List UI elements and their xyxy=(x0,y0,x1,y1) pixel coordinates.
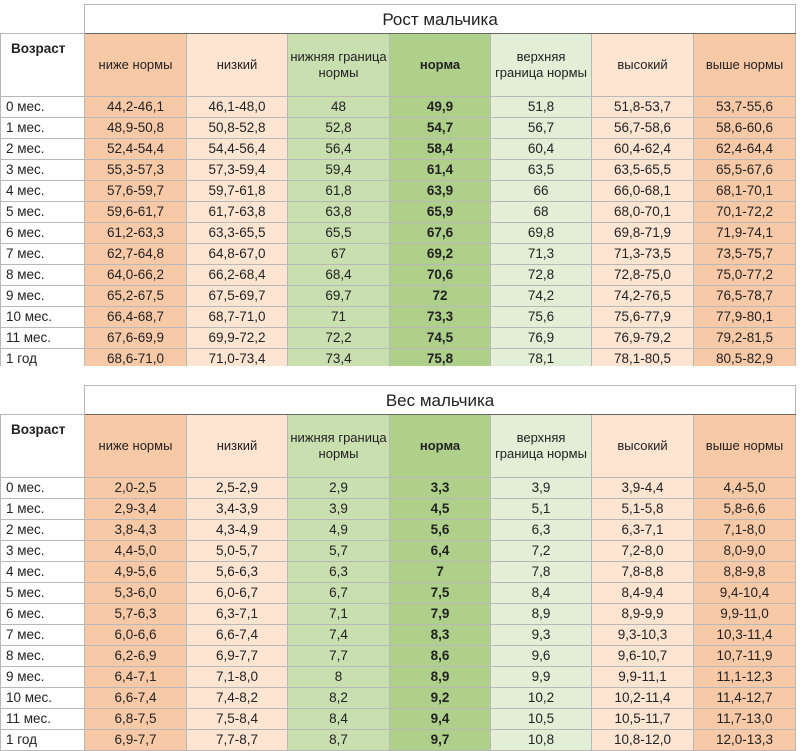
table-row xyxy=(1,520,796,541)
cell-upper-bound: 9,3 xyxy=(491,625,592,646)
cell-high: 69,8-71,9 xyxy=(592,223,694,244)
cell-above-norm: 11,7-13,0 xyxy=(694,709,796,730)
table-separator xyxy=(0,366,800,384)
cell-low: 59,7-61,8 xyxy=(187,181,288,202)
cell-norm: 54,7 xyxy=(390,118,491,139)
cell-above-norm: 9,9-11,0 xyxy=(694,604,796,625)
cell-above-norm: 65,5-67,6 xyxy=(694,160,796,181)
cell-above-norm: 11,4-12,7 xyxy=(694,688,796,709)
age-cell: 7 мес. xyxy=(1,625,85,646)
col-header-norm: норма xyxy=(390,34,491,97)
cell-high: 68,0-70,1 xyxy=(592,202,694,223)
cell-below-norm: 6,4-7,1 xyxy=(85,667,187,688)
cell-upper-bound: 3,9 xyxy=(491,478,592,499)
cell-below-norm: 6,6-7,4 xyxy=(85,688,187,709)
age-cell: 1 мес. xyxy=(1,499,85,520)
cell-high: 6,3-7,1 xyxy=(592,520,694,541)
cell-high: 10,5-11,7 xyxy=(592,709,694,730)
table-row xyxy=(1,667,796,688)
cell-norm: 74,5 xyxy=(390,328,491,349)
cell-lower-bound: 5,7 xyxy=(288,541,390,562)
cell-below-norm: 6,2-6,9 xyxy=(85,646,187,667)
cell-lower-bound: 8,7 xyxy=(288,730,390,751)
header-row xyxy=(1,415,796,478)
cell-high: 78,1-80,5 xyxy=(592,349,694,370)
cell-above-norm: 11,1-12,3 xyxy=(694,667,796,688)
cell-upper-bound: 68 xyxy=(491,202,592,223)
age-cell: 2 мес. xyxy=(1,139,85,160)
age-cell: 5 мес. xyxy=(1,583,85,604)
cell-below-norm: 2,0-2,5 xyxy=(85,478,187,499)
cell-above-norm: 7,1-8,0 xyxy=(694,520,796,541)
col-header-norm: норма xyxy=(390,415,491,478)
table-row xyxy=(1,604,796,625)
cell-norm: 9,2 xyxy=(390,688,491,709)
cell-lower-bound: 69,7 xyxy=(288,286,390,307)
cell-upper-bound: 69,8 xyxy=(491,223,592,244)
cell-high: 7,2-8,0 xyxy=(592,541,694,562)
cell-upper-bound: 56,7 xyxy=(491,118,592,139)
cell-below-norm: 6,9-7,7 xyxy=(85,730,187,751)
cell-low: 3,4-3,9 xyxy=(187,499,288,520)
cell-above-norm: 5,8-6,6 xyxy=(694,499,796,520)
cell-above-norm: 8,0-9,0 xyxy=(694,541,796,562)
table-row xyxy=(1,688,796,709)
table-row xyxy=(1,646,796,667)
table-row xyxy=(1,307,796,328)
table-row xyxy=(1,499,796,520)
cell-above-norm: 79,2-81,5 xyxy=(694,328,796,349)
cell-norm: 72 xyxy=(390,286,491,307)
cell-upper-bound: 6,3 xyxy=(491,520,592,541)
cell-below-norm: 48,9-50,8 xyxy=(85,118,187,139)
cell-above-norm: 4,4-5,0 xyxy=(694,478,796,499)
cell-norm: 4,5 xyxy=(390,499,491,520)
cell-norm: 49,9 xyxy=(390,97,491,118)
cell-above-norm: 68,1-70,1 xyxy=(694,181,796,202)
cell-below-norm: 6,8-7,5 xyxy=(85,709,187,730)
cell-above-norm: 77,9-80,1 xyxy=(694,307,796,328)
table-row xyxy=(1,118,796,139)
cell-low: 63,3-65,5 xyxy=(187,223,288,244)
cell-low: 57,3-59,4 xyxy=(187,160,288,181)
table-row xyxy=(1,709,796,730)
cell-low: 67,5-69,7 xyxy=(187,286,288,307)
header-row xyxy=(1,34,796,97)
cell-below-norm: 62,7-64,8 xyxy=(85,244,187,265)
cell-low: 2,5-2,9 xyxy=(187,478,288,499)
cell-upper-bound: 10,8 xyxy=(491,730,592,751)
cell-norm: 70,6 xyxy=(390,265,491,286)
col-header-lower-bound: нижняя граница нормы xyxy=(288,415,390,478)
age-cell: 4 мес. xyxy=(1,562,85,583)
cell-low: 7,4-8,2 xyxy=(187,688,288,709)
cell-lower-bound: 4,9 xyxy=(288,520,390,541)
table-row xyxy=(1,478,796,499)
cell-norm: 58,4 xyxy=(390,139,491,160)
col-header-lower-bound: нижняя граница нормы xyxy=(288,34,390,97)
cell-below-norm: 52,4-54,4 xyxy=(85,139,187,160)
cell-norm: 3,3 xyxy=(390,478,491,499)
weight-table-container xyxy=(0,385,795,751)
table-row xyxy=(1,265,796,286)
cell-high: 60,4-62,4 xyxy=(592,139,694,160)
table-row xyxy=(1,562,796,583)
cell-above-norm: 75,0-77,2 xyxy=(694,265,796,286)
cell-upper-bound: 10,2 xyxy=(491,688,592,709)
cell-norm: 6,4 xyxy=(390,541,491,562)
age-cell: 1 мес. xyxy=(1,118,85,139)
cell-norm: 7 xyxy=(390,562,491,583)
cell-lower-bound: 63,8 xyxy=(288,202,390,223)
cell-low: 68,7-71,0 xyxy=(187,307,288,328)
weight-table-title: Вес мальчика xyxy=(85,386,796,415)
cell-lower-bound: 8,2 xyxy=(288,688,390,709)
cell-high: 75,6-77,9 xyxy=(592,307,694,328)
cell-above-norm: 8,8-9,8 xyxy=(694,562,796,583)
cell-low: 46,1-48,0 xyxy=(187,97,288,118)
table-row xyxy=(1,181,796,202)
corner-cell xyxy=(1,386,85,415)
cell-high: 5,1-5,8 xyxy=(592,499,694,520)
cell-lower-bound: 3,9 xyxy=(288,499,390,520)
cell-below-norm: 64,0-66,2 xyxy=(85,265,187,286)
table-row xyxy=(1,160,796,181)
cell-above-norm: 80,5-82,9 xyxy=(694,349,796,370)
cell-below-norm: 68,6-71,0 xyxy=(85,349,187,370)
cell-high: 51,8-53,7 xyxy=(592,97,694,118)
cell-above-norm: 53,7-55,6 xyxy=(694,97,796,118)
cell-upper-bound: 10,5 xyxy=(491,709,592,730)
cell-upper-bound: 7,2 xyxy=(491,541,592,562)
cell-lower-bound: 52,8 xyxy=(288,118,390,139)
cell-norm: 9,7 xyxy=(390,730,491,751)
height-table-container xyxy=(0,4,795,370)
cell-below-norm: 6,0-6,6 xyxy=(85,625,187,646)
cell-low: 6,0-6,7 xyxy=(187,583,288,604)
cell-upper-bound: 60,4 xyxy=(491,139,592,160)
age-cell: 9 мес. xyxy=(1,286,85,307)
cell-lower-bound: 68,4 xyxy=(288,265,390,286)
cell-above-norm: 58,6-60,6 xyxy=(694,118,796,139)
cell-lower-bound: 67 xyxy=(288,244,390,265)
cell-high: 63,5-65,5 xyxy=(592,160,694,181)
age-cell: 7 мес. xyxy=(1,244,85,265)
col-header-below-norm: ниже нормы xyxy=(85,34,187,97)
cell-lower-bound: 8,4 xyxy=(288,709,390,730)
cell-high: 76,9-79,2 xyxy=(592,328,694,349)
cell-norm: 8,3 xyxy=(390,625,491,646)
table-row xyxy=(1,97,796,118)
cell-norm: 61,4 xyxy=(390,160,491,181)
cell-lower-bound: 7,4 xyxy=(288,625,390,646)
age-cell: 3 мес. xyxy=(1,541,85,562)
cell-above-norm: 12,0-13,3 xyxy=(694,730,796,751)
age-cell: 11 мес. xyxy=(1,328,85,349)
cell-lower-bound: 61,8 xyxy=(288,181,390,202)
cell-high: 71,3-73,5 xyxy=(592,244,694,265)
cell-below-norm: 57,6-59,7 xyxy=(85,181,187,202)
cell-low: 64,8-67,0 xyxy=(187,244,288,265)
age-cell: 2 мес. xyxy=(1,520,85,541)
cell-upper-bound: 74,2 xyxy=(491,286,592,307)
table-row xyxy=(1,244,796,265)
cell-lower-bound: 56,4 xyxy=(288,139,390,160)
cell-below-norm: 61,2-63,3 xyxy=(85,223,187,244)
cell-low: 69,9-72,2 xyxy=(187,328,288,349)
cell-lower-bound: 73,4 xyxy=(288,349,390,370)
cell-lower-bound: 48 xyxy=(288,97,390,118)
cell-norm: 8,6 xyxy=(390,646,491,667)
cell-lower-bound: 59,4 xyxy=(288,160,390,181)
cell-above-norm: 10,3-11,4 xyxy=(694,625,796,646)
age-cell: 0 мес. xyxy=(1,97,85,118)
cell-below-norm: 3,8-4,3 xyxy=(85,520,187,541)
age-cell: 0 мес. xyxy=(1,478,85,499)
corner-cell xyxy=(1,5,85,34)
age-cell: 8 мес. xyxy=(1,646,85,667)
cell-below-norm: 5,7-6,3 xyxy=(85,604,187,625)
cell-high: 9,3-10,3 xyxy=(592,625,694,646)
cell-above-norm: 70,1-72,2 xyxy=(694,202,796,223)
cell-low: 7,1-8,0 xyxy=(187,667,288,688)
cell-below-norm: 4,9-5,6 xyxy=(85,562,187,583)
cell-norm: 8,9 xyxy=(390,667,491,688)
cell-low: 4,3-4,9 xyxy=(187,520,288,541)
cell-low: 71,0-73,4 xyxy=(187,349,288,370)
cell-norm: 9,4 xyxy=(390,709,491,730)
height-table-title: Рост мальчика xyxy=(85,5,796,34)
age-cell: 6 мес. xyxy=(1,223,85,244)
cell-low: 6,3-7,1 xyxy=(187,604,288,625)
cell-norm: 75,8 xyxy=(390,349,491,370)
height-table xyxy=(0,4,796,370)
cell-high: 9,9-11,1 xyxy=(592,667,694,688)
table-row xyxy=(1,730,796,751)
age-cell: 11 мес. xyxy=(1,709,85,730)
cell-high: 66,0-68,1 xyxy=(592,181,694,202)
cell-above-norm: 73,5-75,7 xyxy=(694,244,796,265)
cell-low: 50,8-52,8 xyxy=(187,118,288,139)
cell-upper-bound: 75,6 xyxy=(491,307,592,328)
cell-below-norm: 5,3-6,0 xyxy=(85,583,187,604)
cell-norm: 5,6 xyxy=(390,520,491,541)
age-cell: 1 год xyxy=(1,349,85,370)
age-cell: 10 мес. xyxy=(1,307,85,328)
cell-upper-bound: 78,1 xyxy=(491,349,592,370)
cell-low: 6,9-7,7 xyxy=(187,646,288,667)
age-cell: 5 мес. xyxy=(1,202,85,223)
cell-low: 5,0-5,7 xyxy=(187,541,288,562)
col-header-high: высокий xyxy=(592,34,694,97)
cell-lower-bound: 8 xyxy=(288,667,390,688)
cell-lower-bound: 65,5 xyxy=(288,223,390,244)
cell-below-norm: 67,6-69,9 xyxy=(85,328,187,349)
cell-low: 7,5-8,4 xyxy=(187,709,288,730)
cell-high: 74,2-76,5 xyxy=(592,286,694,307)
cell-lower-bound: 7,7 xyxy=(288,646,390,667)
table-row xyxy=(1,583,796,604)
cell-lower-bound: 7,1 xyxy=(288,604,390,625)
cell-high: 8,4-9,4 xyxy=(592,583,694,604)
col-header-high: высокий xyxy=(592,415,694,478)
cell-low: 5,6-6,3 xyxy=(187,562,288,583)
cell-high: 72,8-75,0 xyxy=(592,265,694,286)
cell-high: 3,9-4,4 xyxy=(592,478,694,499)
cell-low: 54,4-56,4 xyxy=(187,139,288,160)
cell-norm: 73,3 xyxy=(390,307,491,328)
cell-upper-bound: 5,1 xyxy=(491,499,592,520)
cell-norm: 7,9 xyxy=(390,604,491,625)
cell-above-norm: 9,4-10,4 xyxy=(694,583,796,604)
cell-below-norm: 66,4-68,7 xyxy=(85,307,187,328)
cell-lower-bound: 6,7 xyxy=(288,583,390,604)
cell-lower-bound: 72,2 xyxy=(288,328,390,349)
cell-high: 10,8-12,0 xyxy=(592,730,694,751)
cell-low: 6,6-7,4 xyxy=(187,625,288,646)
col-header-upper-bound: верхняя граница нормы xyxy=(491,415,592,478)
cell-low: 66,2-68,4 xyxy=(187,265,288,286)
cell-above-norm: 62,4-64,4 xyxy=(694,139,796,160)
cell-above-norm: 71,9-74,1 xyxy=(694,223,796,244)
cell-upper-bound: 9,9 xyxy=(491,667,592,688)
cell-high: 56,7-58,6 xyxy=(592,118,694,139)
cell-upper-bound: 8,9 xyxy=(491,604,592,625)
age-cell: 4 мес. xyxy=(1,181,85,202)
cell-low: 7,7-8,7 xyxy=(187,730,288,751)
cell-norm: 63,9 xyxy=(390,181,491,202)
age-header: Возраст xyxy=(1,34,85,97)
col-header-below-norm: ниже нормы xyxy=(85,415,187,478)
cell-upper-bound: 71,3 xyxy=(491,244,592,265)
cell-low: 61,7-63,8 xyxy=(187,202,288,223)
cell-norm: 65,9 xyxy=(390,202,491,223)
age-header: Возраст xyxy=(1,415,85,478)
cell-lower-bound: 2,9 xyxy=(288,478,390,499)
cell-upper-bound: 9,6 xyxy=(491,646,592,667)
age-cell: 8 мес. xyxy=(1,265,85,286)
cell-upper-bound: 63,5 xyxy=(491,160,592,181)
cell-lower-bound: 71 xyxy=(288,307,390,328)
weight-table xyxy=(0,385,796,751)
cell-upper-bound: 8,4 xyxy=(491,583,592,604)
age-cell: 1 год xyxy=(1,730,85,751)
cell-high: 9,6-10,7 xyxy=(592,646,694,667)
age-cell: 9 мес. xyxy=(1,667,85,688)
col-header-low: низкий xyxy=(187,415,288,478)
table-row xyxy=(1,139,796,160)
cell-norm: 7,5 xyxy=(390,583,491,604)
table-row xyxy=(1,202,796,223)
table-row xyxy=(1,541,796,562)
col-header-above-norm: выше нормы xyxy=(694,34,796,97)
cell-upper-bound: 7,8 xyxy=(491,562,592,583)
cell-lower-bound: 6,3 xyxy=(288,562,390,583)
cell-below-norm: 44,2-46,1 xyxy=(85,97,187,118)
table-row xyxy=(1,625,796,646)
cell-norm: 67,6 xyxy=(390,223,491,244)
cell-high: 8,9-9,9 xyxy=(592,604,694,625)
cell-norm: 69,2 xyxy=(390,244,491,265)
col-header-upper-bound: верхняя граница нормы xyxy=(491,34,592,97)
cell-high: 7,8-8,8 xyxy=(592,562,694,583)
cell-below-norm: 4,4-5,0 xyxy=(85,541,187,562)
table-row xyxy=(1,328,796,349)
cell-upper-bound: 51,8 xyxy=(491,97,592,118)
cell-upper-bound: 66 xyxy=(491,181,592,202)
col-header-low: низкий xyxy=(187,34,288,97)
col-header-above-norm: выше нормы xyxy=(694,415,796,478)
age-cell: 3 мес. xyxy=(1,160,85,181)
table-row xyxy=(1,223,796,244)
cell-upper-bound: 76,9 xyxy=(491,328,592,349)
table-row xyxy=(1,286,796,307)
age-cell: 6 мес. xyxy=(1,604,85,625)
cell-below-norm: 55,3-57,3 xyxy=(85,160,187,181)
cell-upper-bound: 72,8 xyxy=(491,265,592,286)
cell-high: 10,2-11,4 xyxy=(592,688,694,709)
cell-below-norm: 59,6-61,7 xyxy=(85,202,187,223)
cell-above-norm: 76,5-78,7 xyxy=(694,286,796,307)
cell-below-norm: 2,9-3,4 xyxy=(85,499,187,520)
cell-above-norm: 10,7-11,9 xyxy=(694,646,796,667)
age-cell: 10 мес. xyxy=(1,688,85,709)
cell-below-norm: 65,2-67,5 xyxy=(85,286,187,307)
